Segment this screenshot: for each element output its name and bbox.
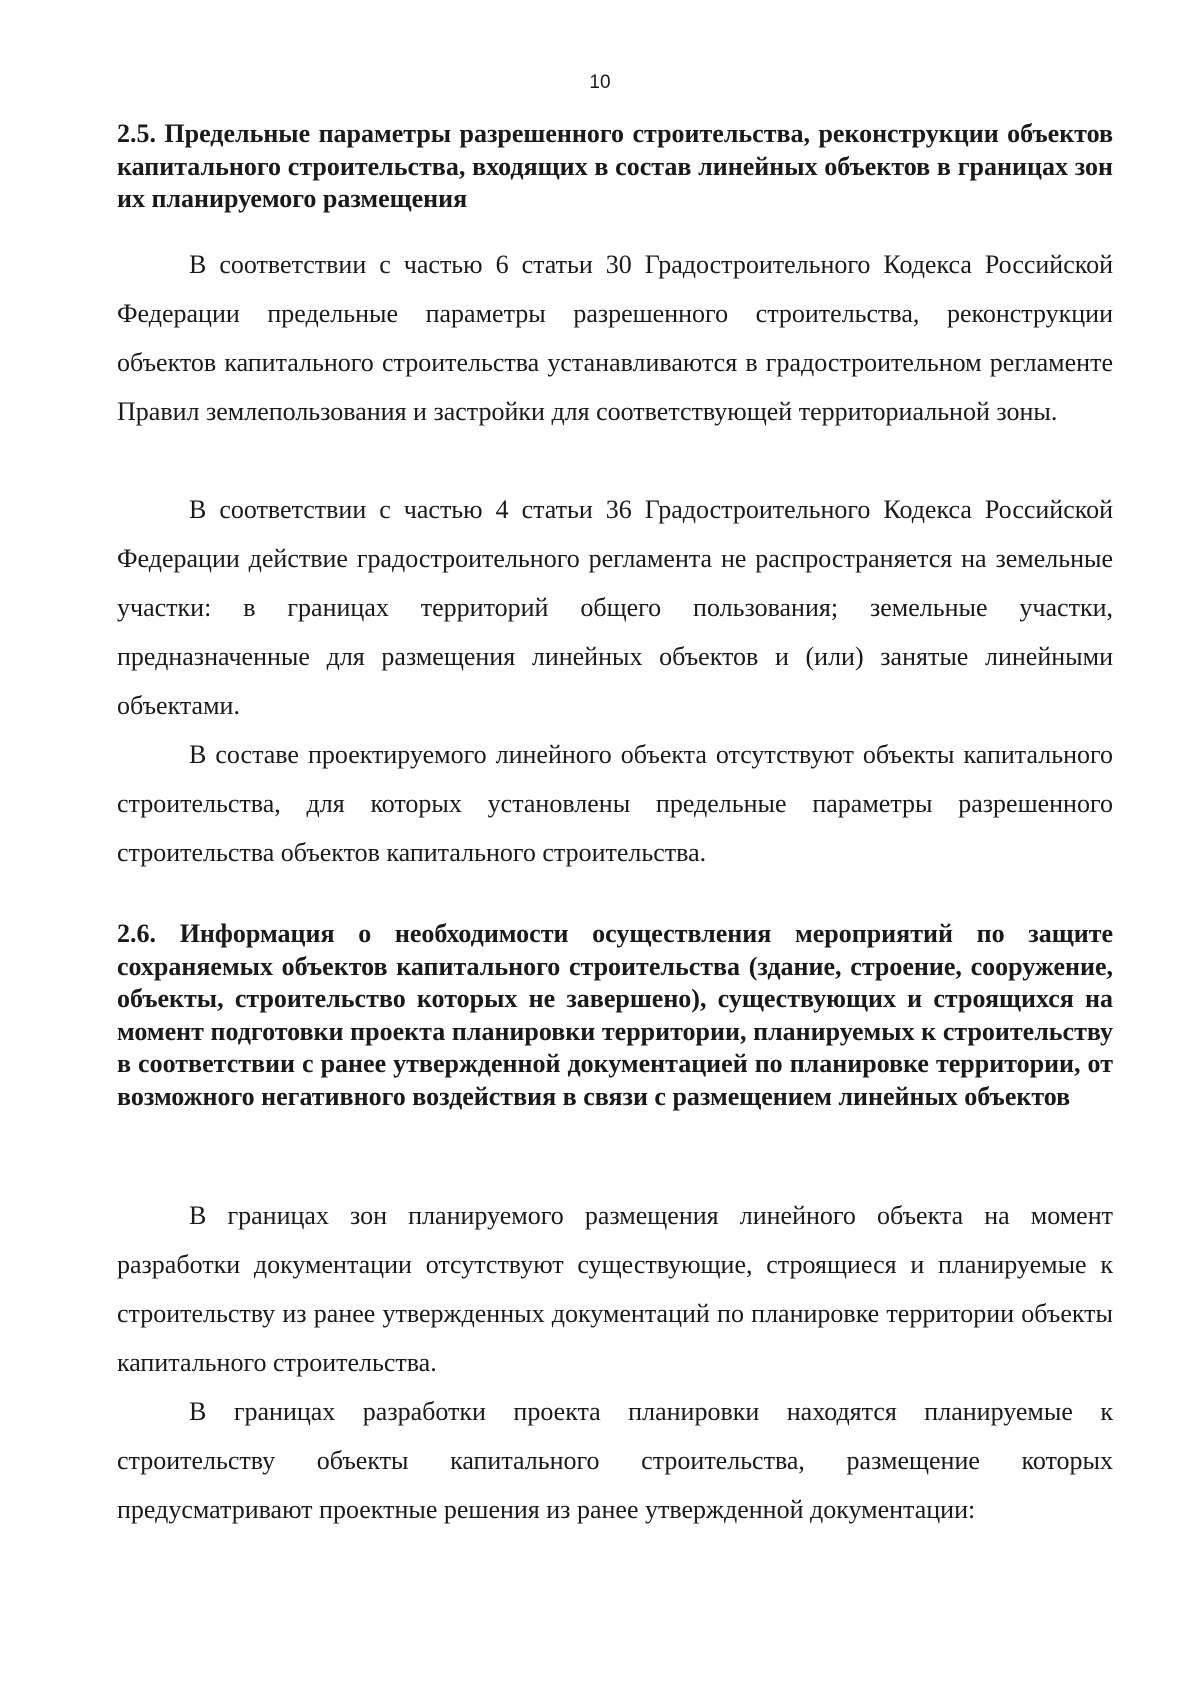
- paragraph: В соответствии с частью 6 статьи 30 Градостроительного Кодекса Российской Федерации предельные параметры разрешенного строительства, реконструкции объектов капитального строительства устанавливаются в градостроительном регламенте Правил землепользования и застройки для соответствующей территориальной зоны.: [117, 250, 1113, 426]
- paragraph: В границах разработки проекта планировки находятся планируемые к строительству объекты капитального строительства, размещение которых предусматривают проектные решения из ранее утвержденной документации:: [117, 1397, 1113, 1524]
- page-number: 10: [589, 72, 611, 93]
- paragraph: В составе проектируемого линейного объекта отсутствуют объекты капитального строительства, для которых установлены предельные параметры разрешенного строительства объектов капитального строительства.: [117, 740, 1113, 867]
- paragraph: В границах зон планируемого размещения линейного объекта на момент разработки документации отсутствуют существующие, строящиеся и планируемые к строительству из ранее утвержденных документаций по планировке территории объекты капитального строительства.: [117, 1201, 1113, 1377]
- section-heading-2-5: 2.5. Предельные параметры разрешенного строительства, реконструкции объектов капитального строительства, входящих в состав линейных объектов в границах зон их планируемого размещения: [117, 119, 1113, 213]
- paragraph: В соответствии с частью 4 статьи 36 Градостроительного Кодекса Российской Федерации действие градостроительного регламента не распространяется на земельные участки: в границах территорий общего пользования; земельные участки, предназначенные для размещения линейных объектов и (или) занятые линейными объектами.: [117, 495, 1113, 720]
- section-heading-2-6: 2.6. Информация о необходимости осуществления мероприятий по защите сохраняемых объектов капитального строительства (здание, строение, сооружение, объекты, строительство которых не завершено), существующих и строящихся на момент подготовки проекта планировки территории, планируемых к строительству в соответствии с ранее утвержденной документацией по планировке территории, от возможного негативного воздействия в связи с размещением линейных объектов: [117, 919, 1113, 1111]
